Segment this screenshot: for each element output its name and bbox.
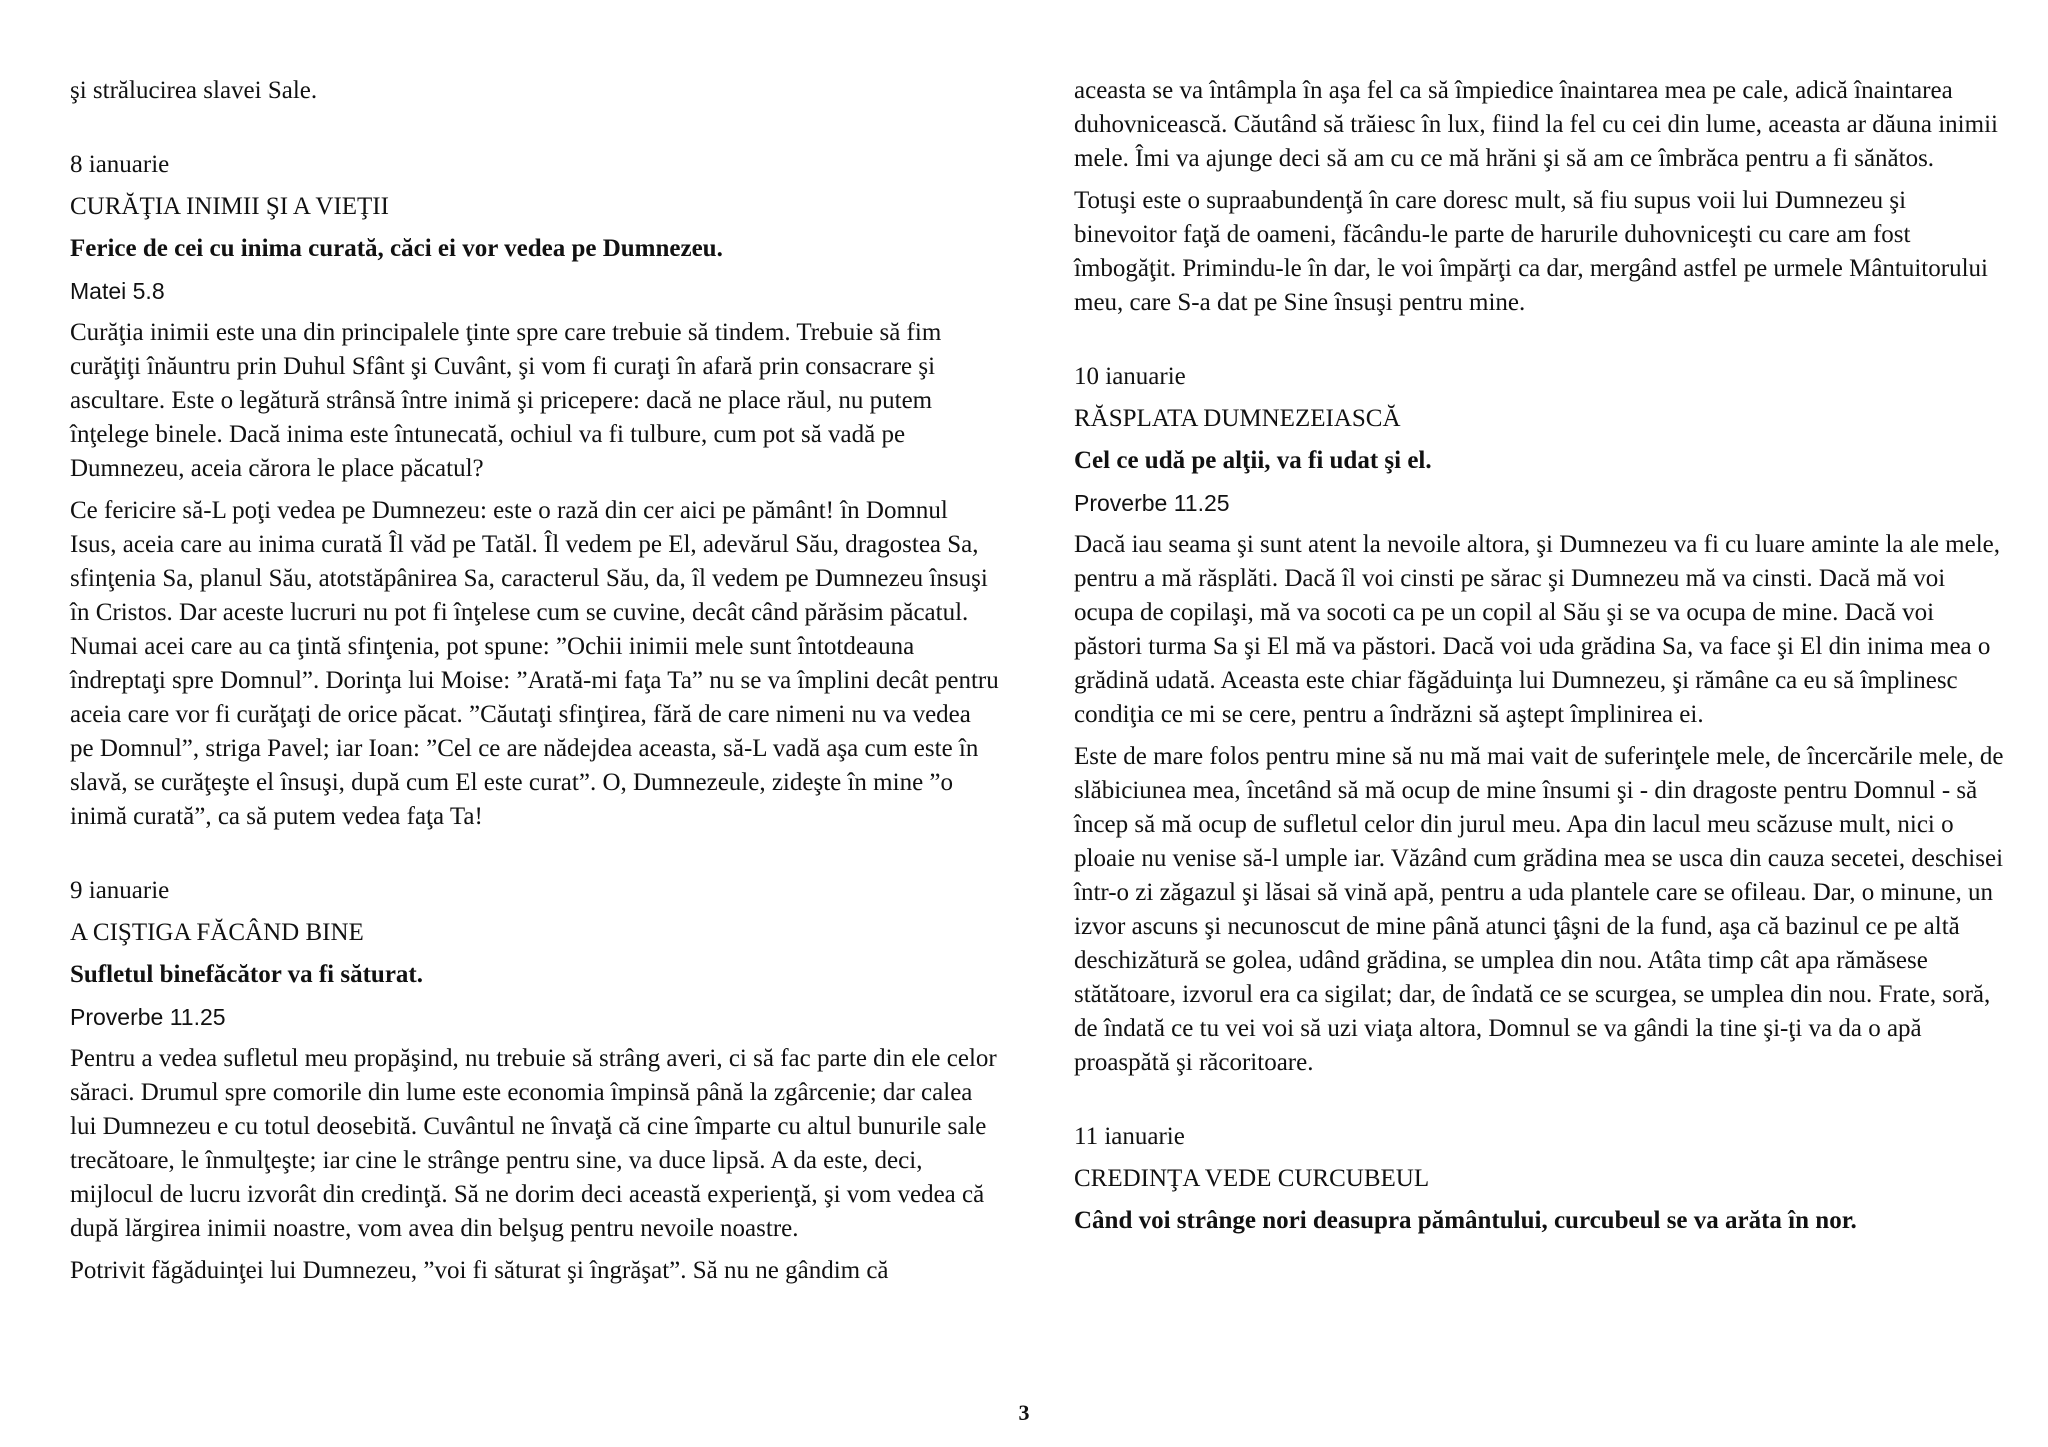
continued-paragraph: Totuşi este o supraabundenţă în care doresc mult, să fiu supus voii lui Dumnezeu şi binevoitor faţă de oameni, făcându-le parte de harurile duhovniceşti cu care am fost îmbogăţit. Primindu-le în dar, le voi împărţi ca dar, mergând astfel pe urmele Mântuitorului meu, care S-a dat pe Sine însuşi pentru mine. <box>1074 187 1988 316</box>
entry-paragraph: Curăţia inimii este una din principalele ţinte spre care trebuie să tindem. Trebuie să fim curăţiţi înăuntru prin Duhul Sfânt şi Cuvânt, şi vom fi curaţi în afară prin consacrare şi ascultare. Este o legătură strânsă între inimă şi pricepere: dacă ne place răul, nu putem înţelege binele. Dacă inima este întunecată, ochiul va fi tulbure, cum pot să vadă pe Dumnezeu, aceia cărora le place păcatul? <box>70 319 942 482</box>
entry-reference: Proverbe 11.25 <box>1074 490 1230 516</box>
intro-text: şi strălucirea slavei Sale. <box>70 77 318 104</box>
entry-paragraph: Pentru a vedea sufletul meu propăşind, nu trebuie să strâng averi, ci să fac parte din ele celor săraci. Drumul spre comorile din lume este economia împinsă până la zgârcenie; dar calea lui Dumnezeu e cu totul deosebită. Cuvântul ne învaţă că cine împarte cu altul bunurile sale trecătoare, le înmulţeşte; iar cine le strânge pentru sine, va duce lipsă. A da este, deci, mijlocul de lucru izvorât din credinţă. Să ne dorim deci această experienţă, şi vom vedea că după lărgirea inimii noastre, vom avea din belşug pentru nevoile noastre. <box>70 1045 997 1242</box>
entry-verse: Cel ce udă pe alţii, va fi udat şi el. <box>1074 447 1432 474</box>
page-number: 3 <box>1018 1400 1030 1425</box>
entry-verse: Sufletul binefăcător va fi săturat. <box>70 961 423 988</box>
entry-title: RĂSPLATA DUMNEZEIASCĂ <box>1074 405 1401 432</box>
entry-date: 8 ianuarie <box>70 151 170 178</box>
entry-verse: Când voi strânge nori deasupra pământului, curcubeul se va arăta în nor. <box>1074 1207 1857 1234</box>
entry-verse: Ferice de cei cu inima curată, căci ei vor vedea pe Dumnezeu. <box>70 235 723 262</box>
entry-date: 11 ianuarie <box>1074 1123 1185 1150</box>
continued-paragraph: aceasta se va întâmpla în aşa fel ca să împiedice înaintarea mea pe cale, adică înaintarea duhovnicească. Căutând să trăiesc în lux, fiind la fel cu cei din lume, aceasta ar dăuna inimii mele. Îmi va ajunge deci să am cu ce mă hrăni şi să am ce îmbrăca pentru a fi sănătos. <box>1074 77 1998 172</box>
entry-jan-8 <box>70 148 1000 834</box>
entry-paragraph: Dacă iau seama şi sunt atent la nevoile altora, şi Dumnezeu va fi cu luare aminte la ale mele, pentru a mă răsplăti. Dacă îl voi cinsti pe sărac şi Dumnezeu mă va cinsti. Dacă mă voi ocupa de copilaşi, mă va socoti ca pe un copil al Său şi se va ocupa de mine. Dacă voi păstori turma Sa şi El mă va păstori. Dacă voi uda grădina Sa, va face şi El din inima mea o grădină udată. Aceasta este chiar făgăduinţa lui Dumnezeu, şi rămâne ca eu să împlinesc condiţia ce mi se cere, pentru a îndrăzni să aştept împlinirea ei. <box>1074 531 2001 728</box>
entry-paragraph: Ce fericire să-L poţi vedea pe Dumnezeu: este o rază din cer aici pe pământ! în Domnul Isus, aceia care au inima curată Îl văd pe Tatăl. Îl vedem pe El, adevărul Său, dragostea Sa, sfinţenia Sa, planul Său, atotstăpânirea Sa, caracterul Său, da, îl vedem pe Dumnezeu însuşi în Cristos. Dar aceste lucruri nu pot fi înţelese cum se cuvine, decât când părăsim păcatul. Numai acei care au ca ţintă sfinţenia, pot spune: ”Ochii inimii mele sunt întotdeauna îndreptaţi spre Domnul”. Dorinţa lui Moise: ”Arată-mi faţa Ta” nu se va împlini decât pentru aceia care vor fi curăţaţi de orice păcat. ”Căutaţi sfinţirea, fără de care nimeni nu va vedea pe Domnul”, striga Pavel; iar Ioan: ”Cel ce are nădejdea aceasta, să-L vadă aşa cum este în slavă, se curăţeşte el însuşi, după cum El este curat”. O, Dumnezeule, zideşte în mine ”o inimă curată”, ca să putem vedea faţa Ta! <box>70 497 999 830</box>
entry-paragraph: Este de mare folos pentru mine să nu mă mai vait de suferinţele mele, de încercările mele, de slăbiciunea mea, încetând să mă ocup de mine însumi şi - din dragoste pentru Domnul - să încep să mă ocup de sufletul celor din jurul meu. Apa din lacul meu scăzuse mult, nici o ploaie nu venise să-l umple iar. Văzând cum grădina mea se usca din cauza secetei, deschisei într-o zi zăgazul şi lăsai să vină apă, pentru a uda plantele care se ofileau. Dar, o minune, un izvor ascuns şi necunoscut de mine până atunci ţâşni de la fund, aşa că bazinul ce pe altă deschizătură se golea, udând grădina, se umplea din nou. Atâta timp cât apa rămăsese stătătoare, izvorul era ca sigilat; dar, de îndată ce se scurgea, se umplea din nou. Frate, soră, de îndată ce tu vei voi să uzi viaţa altora, Domnul se va gândi la tine şi-ţi va da o apă proaspătă şi răcoritoare. <box>1074 743 2004 1076</box>
entry-title: CREDINŢA VEDE CURCUBEUL <box>1074 1165 1430 1192</box>
entry-jan-10 <box>1074 360 2004 1080</box>
entry-reference: Proverbe 11.25 <box>70 1004 226 1030</box>
entry-jan-9 <box>70 874 1000 1288</box>
entry-paragraph: Potrivit făgăduinţei lui Dumnezeu, ”voi fi săturat şi îngrăşat”. Să nu ne gândim că <box>70 1257 889 1284</box>
right-column <box>1074 74 2004 1246</box>
entry-date: 10 ianuarie <box>1074 363 1186 390</box>
entry-title: CURĂŢIA INIMII ŞI A VIEŢII <box>70 193 389 220</box>
left-column <box>70 74 1000 1296</box>
entry-title: A CIŞTIGA FĂCÂND BINE <box>70 919 364 946</box>
entry-date: 9 ianuarie <box>70 877 170 904</box>
entry-reference: Matei 5.8 <box>70 278 165 304</box>
entry-jan-11 <box>1074 1120 2004 1238</box>
